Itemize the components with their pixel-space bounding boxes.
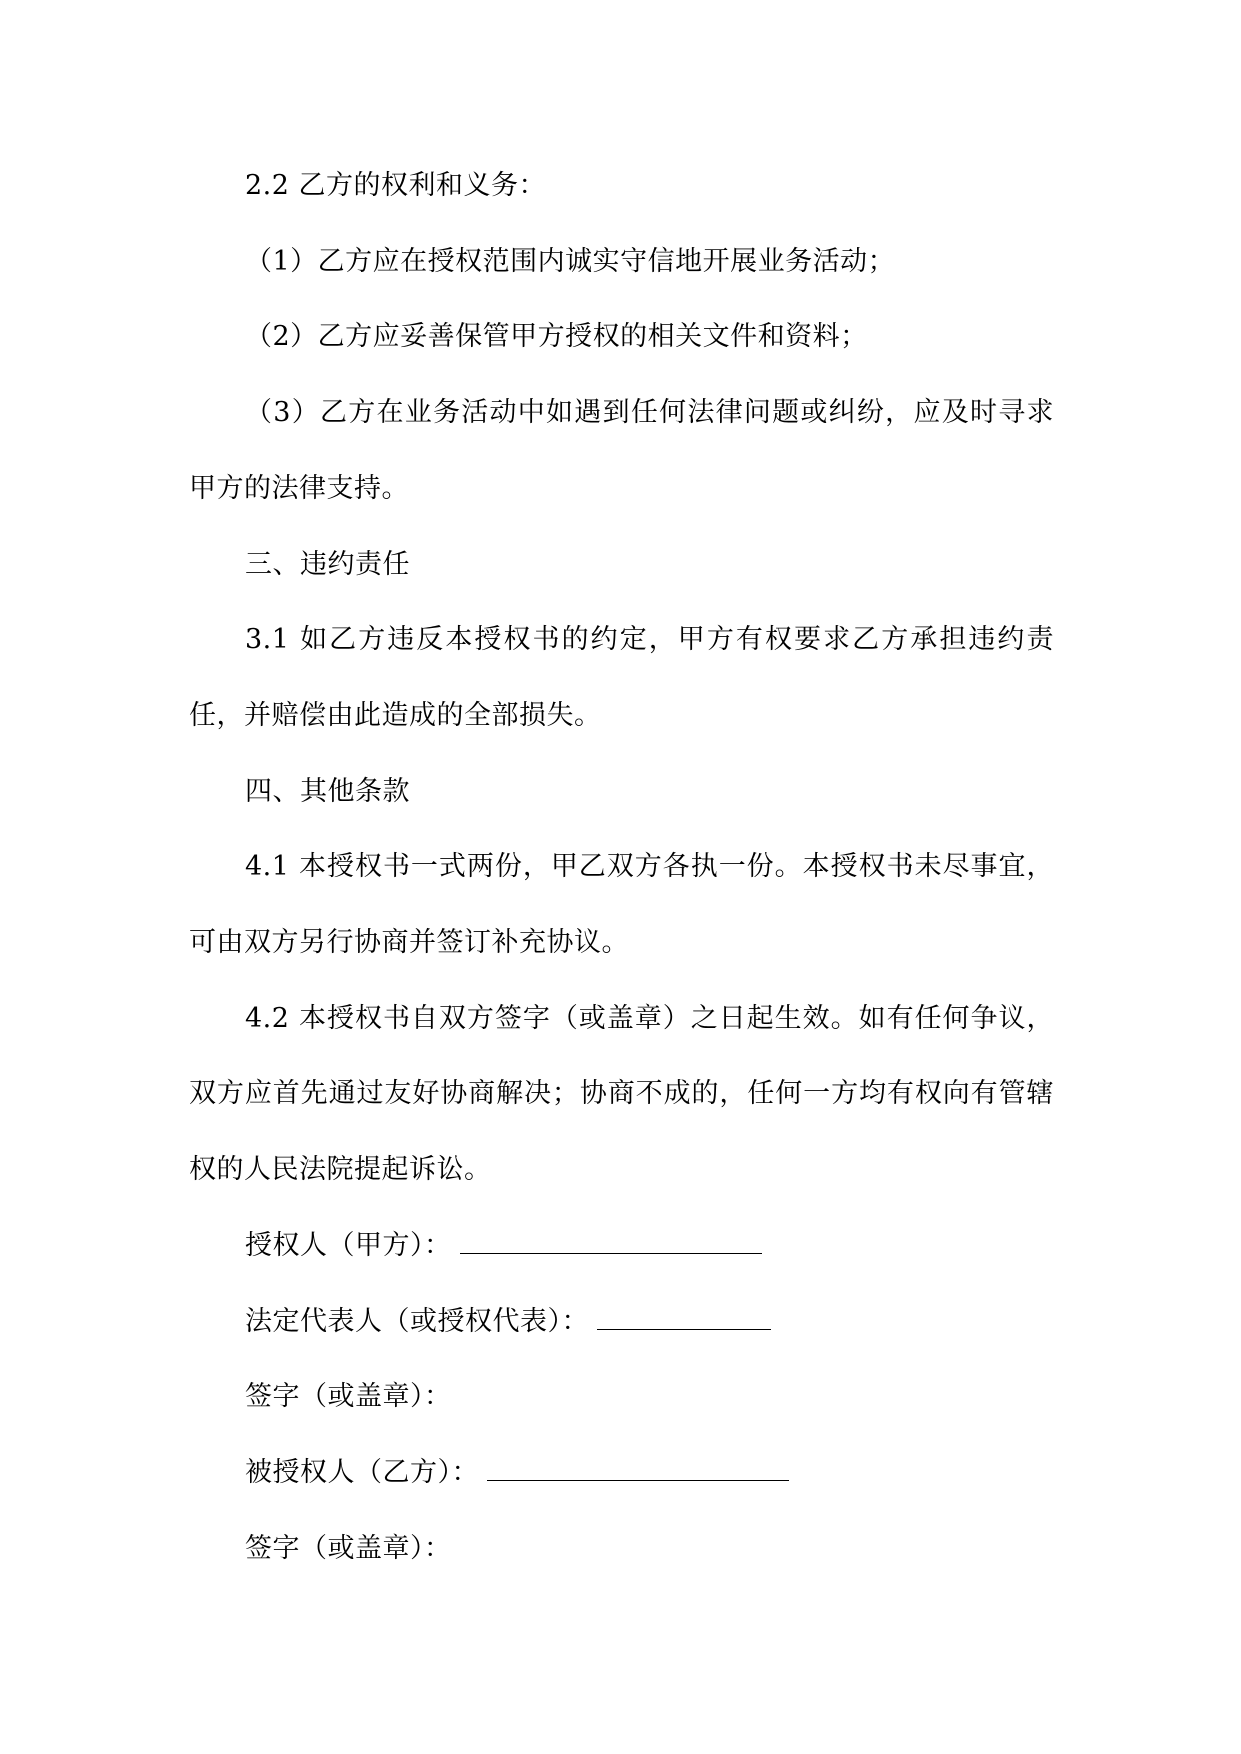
grantee-blank[interactable] [487, 1460, 789, 1481]
clause-3-1: 3.1 如乙方违反本授权书的约定，甲方有权要求乙方承担违约责任，并赔偿由此造成的全部损失。 [189, 624, 1054, 731]
legal-rep-signature-line [189, 1284, 1054, 1360]
grantor-blank[interactable] [460, 1233, 762, 1254]
grantor-signature-line [189, 1208, 1054, 1284]
grantor-label: 授权人（甲方）： [245, 1229, 452, 1261]
clause-2-2-heading: 2.2 乙方的权利和义务： [245, 170, 547, 201]
grantor-sign-line [189, 1359, 1054, 1435]
clause-2-2-item-1: （1）乙方应在授权范围内诚实守信地开展业务活动； [245, 245, 896, 277]
grantee-sign-label: 签字（或盖章）： [245, 1532, 452, 1564]
grantee-signature-line [189, 1435, 1054, 1511]
grantor-sign-label: 签字（或盖章）： [245, 1381, 452, 1413]
legal-rep-label: 法定代表人（或授权代表）： [245, 1305, 589, 1337]
section-3-heading: 三、违约责任 [245, 548, 410, 580]
clause-4-1: 4.1 本授权书一式两份，甲乙双方各执一份。本授权书未尽事宜，可由双方另行协商并签订补充协议。 [189, 851, 1054, 959]
grantee-label: 被授权人（乙方）： [245, 1456, 479, 1488]
legal-rep-blank[interactable] [597, 1309, 771, 1330]
section-4-heading: 四、其他条款 [245, 775, 410, 807]
clause-2-2-item-2: （2）乙方应妥善保管甲方授权的相关文件和资料； [245, 321, 868, 353]
clause-2-2-item-3: （3）乙方在业务活动中如遇到任何法律问题或纠纷，应及时寻求甲方的法律支持。 [189, 397, 1054, 504]
grantee-sign-line [189, 1511, 1054, 1587]
clause-4-2: 4.2 本授权书自双方签字（或盖章）之日起生效。如有任何争议，双方应首先通过友好协商解决；协商不成的，任何一方均有权向有管辖权的人民法院提起诉讼。 [189, 1002, 1054, 1186]
document-body [189, 148, 1054, 1586]
